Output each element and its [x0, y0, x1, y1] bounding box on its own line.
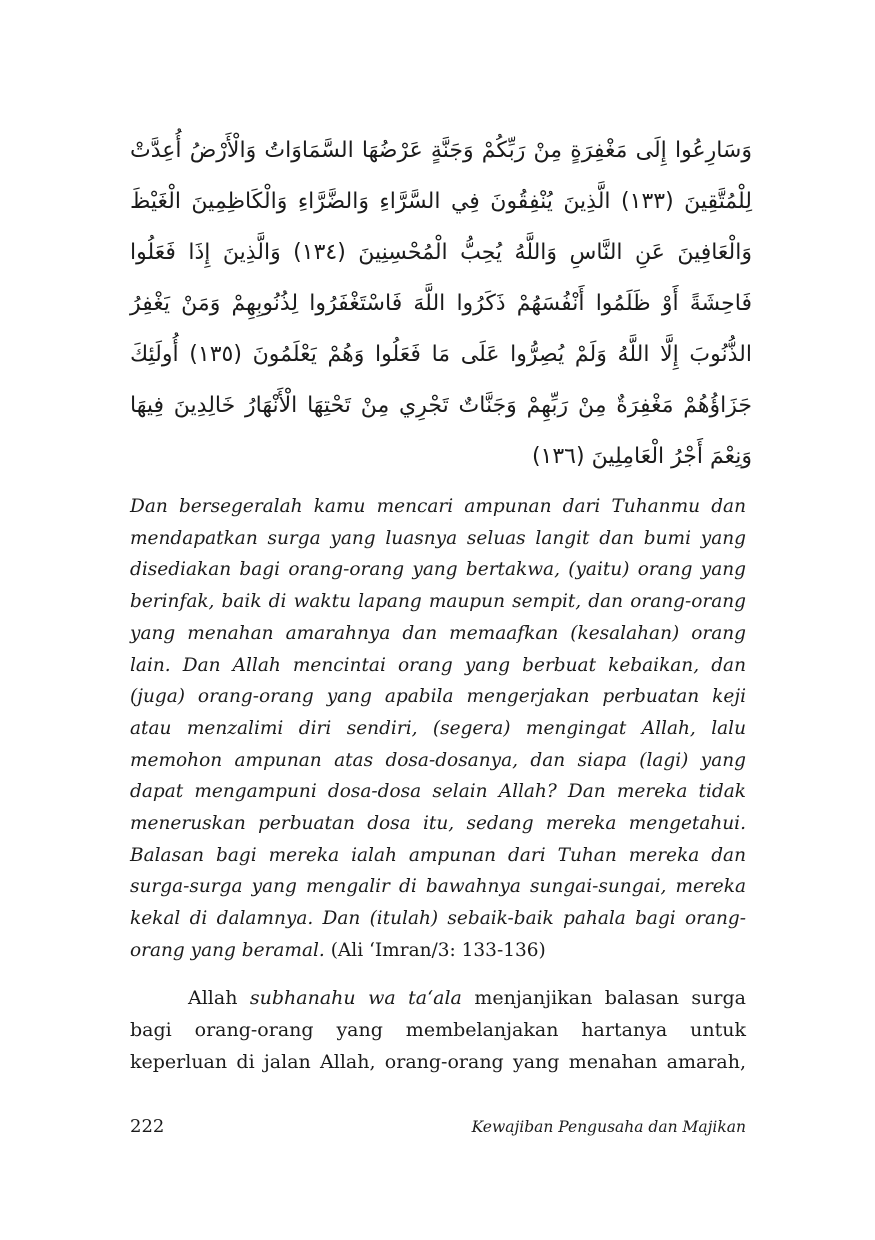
translation-line: atau menzalimi diri sendiri, (segera) mengingat Allah, lalu: [130, 717, 746, 739]
paragraph-text: Allah: [188, 987, 238, 1009]
arabic-line: وَسَارِعُوا إِلَى مَغْفِرَةٍ مِنْ رَبِّكُمْ وَجَنَّةٍ عَرْضُهَا السَّمَاوَاتُ وَالْأَرْضُ أُعِدَّتْ: [130, 138, 752, 163]
translation-line: lain. Dan Allah mencintai orang yang berbuat kebaikan, dan: [130, 654, 746, 676]
translation-line: Balasan bagi mereka ialah ampunan dari Tuhan mereka dan: [130, 844, 746, 866]
arabic-line: الذُّنُوبَ إِلَّا اللَّهُ وَلَمْ يُصِرُّوا عَلَى مَا فَعَلُوا وَهُمْ يَعْلَمُونَ (١٣٥) أُولَئِكَ: [130, 342, 752, 367]
paragraph-text: menjanjikan balasan surga: [474, 987, 746, 1009]
paragraph-italic-phrase: subhanahu wa ta‘ala: [249, 987, 462, 1009]
verse-reference: (Ali ‘Imran/3: 133-136): [330, 939, 546, 961]
translation-line: memohon ampunan atas dosa-dosanya, dan siapa (lagi) yang: [130, 749, 746, 771]
arabic-line: جَزَاؤُهُمْ مَغْفِرَةٌ مِنْ رَبِّهِمْ وَجَنَّاتٌ تَجْرِي مِنْ تَحْتِهَا الْأَنْهَارُ خَالِدِينَ فِيهَا: [130, 393, 752, 418]
page-number: 222: [130, 1116, 165, 1137]
translation-line: Dan bersegeralah kamu mencari ampunan dari Tuhanmu dan: [130, 496, 746, 517]
translation-line: berinfak, baik di waktu lapang maupun sempit, dan orang-orang: [130, 591, 746, 613]
paragraph-line: keperluan di jalan Allah, orang-orang yang menahan amarah,: [130, 1051, 746, 1073]
arabic-line: وَالْعَافِينَ عَنِ النَّاسِ وَاللَّهُ يُحِبُّ الْمُحْسِنِينَ (١٣٤) وَالَّذِينَ إِذَا فَعَلُوا: [130, 240, 752, 265]
translation-line: kekal di dalamnya. Dan (itulah) sebaik-baik pahala bagi orang-: [130, 908, 746, 930]
translation-line-text: orang yang beramal.: [130, 939, 325, 961]
arabic-line: فَاحِشَةً أَوْ ظَلَمُوا أَنْفُسَهُمْ ذَكَرُوا اللَّهَ فَاسْتَغْفَرُوا لِذُنُوبِهِمْ وَمَنْ يَغْفِرُ: [130, 291, 752, 316]
verse-translation: [130, 491, 746, 967]
translation-line: meneruskan perbuatan dosa itu, sedang mereka mengetahui.: [130, 813, 746, 835]
body-paragraph: [130, 982, 746, 1078]
arabic-verse-block: [130, 125, 752, 482]
translation-line: yang menahan amarahnya dan memaafkan (kesalahan) orang: [130, 622, 746, 644]
page-footer: [130, 1116, 746, 1137]
arabic-line: وَنِعْمَ أَجْرُ الْعَامِلِينَ (١٣٦): [531, 444, 752, 469]
translation-last-line: [130, 935, 746, 967]
translation-line: mendapatkan surga yang luasnya seluas langit dan bumi yang: [130, 527, 746, 549]
paragraph-line: bagi orang-orang yang membelanjakan hartanya untuk: [130, 1019, 746, 1041]
translation-line: disediakan bagi orang-orang yang bertakwa, (yaitu) orang yang: [130, 559, 746, 581]
arabic-line: لِلْمُتَّقِينَ (١٣٣) الَّذِينَ يُنْفِقُونَ فِي السَّرَّاءِ وَالضَّرَّاءِ وَالْكَاظِمِينَ الْغَيْظَ: [130, 189, 753, 214]
translation-line: dapat mengampuni dosa-dosa selain Allah? Dan mereka tidak: [130, 781, 746, 803]
paragraph-line: [130, 982, 746, 1014]
translation-line: (juga) orang-orang yang apabila mengerjakan perbuatan keji: [130, 686, 746, 708]
running-title: Kewajiban Pengusaha dan Majikan: [471, 1118, 746, 1136]
translation-line: surga-surga yang mengalir di bawahnya sungai-sungai, mereka: [130, 876, 746, 898]
